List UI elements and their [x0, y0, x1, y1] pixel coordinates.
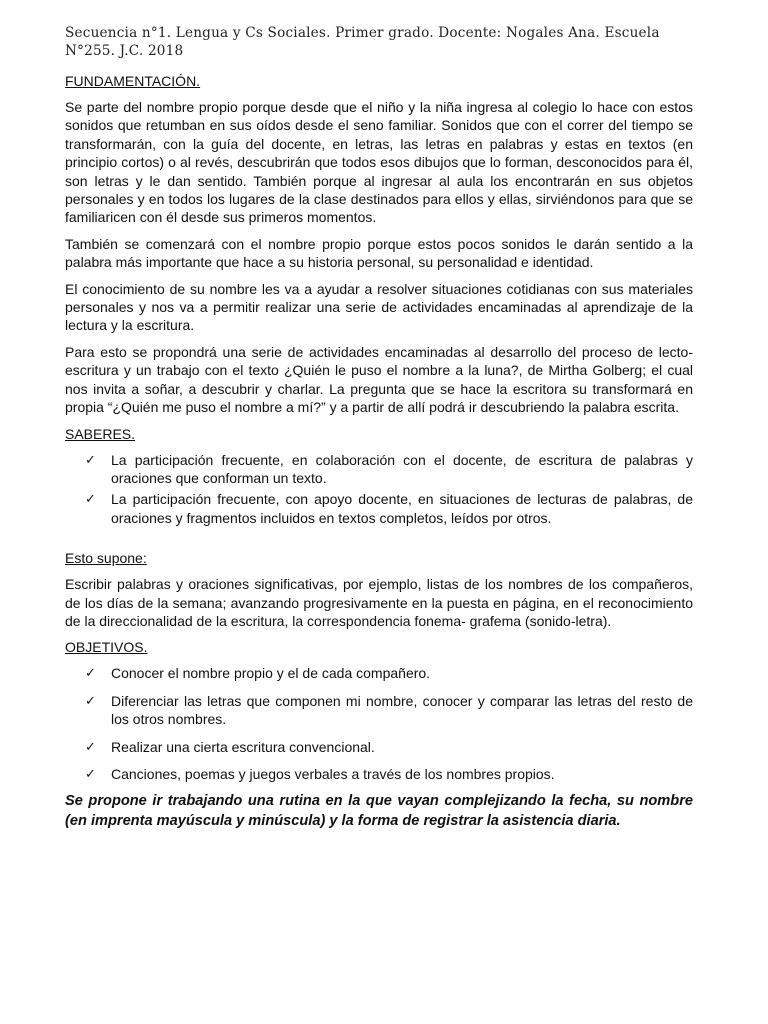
section-heading-fundamentacion: FUNDAMENTACIÓN.	[65, 73, 201, 89]
list-item	[65, 692, 693, 729]
objetivos-list	[65, 664, 693, 783]
paragraph: Escribir palabras y oraciones significativas, por ejemplo, listas de los nombres de los compañeros, de los días de la semana; avanzando progresivamente en la puesta en página, en el reconocimiento de la direccionalidad de la escritura, la correspondencia fonema- grafema (sonido-letra).	[65, 576, 693, 629]
check-mark-icon: ✓	[85, 738, 96, 754]
spacer	[65, 535, 693, 549]
document-header: Secuencia n°1. Lengua y Cs Sociales. Primer grado. Docente: Nogales Ana. Escuela N°255. J.C. 2018	[65, 25, 660, 59]
section-heading-objetivos: OBJETIVOS.	[65, 639, 148, 656]
closing-statement: Se propone ir trabajando una rutina en la que vayan complejizando la fecha, su nombre (en imprenta mayúscula y minúscula) y la forma de registrar la asistencia diaria.	[65, 793, 693, 829]
section-heading-saberes: SABERES.	[65, 425, 136, 442]
check-mark-icon: ✓	[85, 491, 96, 507]
list-item	[65, 765, 693, 783]
paragraph: Para esto se propondrá una serie de actividades encaminadas al desarrollo del proceso de lecto-escritura y un trabajo con el texto ¿Quién le puso el nombre a la luna?, de Mirtha Golberg; el cual nos invita a soñar, a descubrir y charlar. La pregunta que se hace la escritora su transformará en propia “¿Quién me puso el nombre a mí?” y a partir de allí podrá ir descubriendo la palabra escrita.	[65, 343, 693, 416]
check-mark-icon: ✓	[85, 692, 96, 708]
list-item-text: Realizar una cierta escritura convencional.	[111, 738, 375, 755]
check-mark-icon: ✓	[85, 665, 96, 681]
paragraph: El conocimiento de su nombre les va a ayudar a resolver situaciones cotidianas con sus materiales personales y nos va a permitir realizar una serie de actividades encaminadas al aprendizaje de la lectura y la escritura.	[65, 280, 693, 334]
list-item	[65, 664, 693, 682]
check-mark-icon: ✓	[85, 765, 96, 781]
section-heading-supone: Esto supone:	[65, 550, 147, 567]
list-item-text: La participación frecuente, en colaboración con el docente, de escritura de palabras y oraciones que conforman un texto.	[111, 451, 693, 486]
list-item-text: Canciones, poemas y juegos verbales a través de los nombres propios.	[111, 765, 555, 782]
list-item	[65, 490, 693, 527]
list-item-text: Diferenciar las letras que componen mi nombre, conocer y comparar las letras del resto de los otros nombres.	[111, 692, 693, 728]
list-item	[65, 738, 693, 756]
check-mark-icon: ✓	[85, 451, 96, 467]
list-item-text: La participación frecuente, con apoyo docente, en situaciones de lecturas de palabras, de oraciones y fragmentos incluidos en textos completos, leídos por otros.	[111, 491, 693, 526]
paragraph: También se comenzará con el nombre propio porque estos pocos sonidos le darán sentido a la palabra más importante que hace a su historia personal, su personalidad e identidad.	[65, 235, 693, 271]
list-item-text: Conocer el nombre propio y el de cada compañero.	[111, 665, 431, 682]
list-item	[65, 451, 693, 488]
saberes-list	[65, 451, 693, 528]
paragraph: Se parte del nombre propio porque desde que el niño y la niña ingresa al colegio lo hace con estos sonidos que retumban en sus oídos desde el seno familiar. Sonidos que con el correr del tiempo se transformarán, con la guía del docente, en letras, las letras en palabras y estas en textos (en principio cortos) o al revés, descubrirán que todos esos dibujos que lo forman, desconocidos para él, son letras y le dan sentido. También porque al ingresar al aula los encontrarán en sus objetos personales y en todos los lugares de la clase destinados para ellos y ellas, sirviéndonos para que se familiaricen con él desde sus primeros momentos.	[65, 99, 693, 226]
